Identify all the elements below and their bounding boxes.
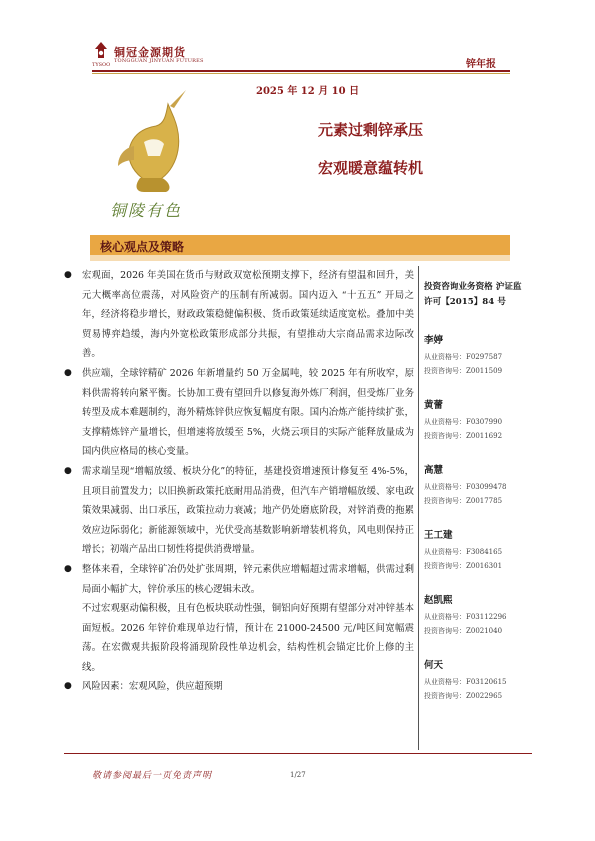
overall-continuation: 不过宏观驱动偏积极，且有色板块联动性强，铜铝向好预期有望部分对冲锌基本面短板。2026 年锌价难现单边行情，预计在 21000-24500 元/吨区间宽幅震荡。在宏微观共振阶段将涌现阶段性单边机会，结构性机会锚定比价上修的主线。 — [82, 603, 414, 673]
bullet-dot-icon: ● — [64, 270, 72, 280]
report-title-line1: 元素过剩锌承压 — [318, 121, 424, 139]
analyst-card — [424, 527, 524, 573]
qualification-text: 投资咨询业务资格 沪证监许可【2015】84 号 — [424, 282, 522, 307]
calligraphy-brand: 铜陵有色 — [110, 201, 183, 220]
consult-number: 投资咨询号：Z0011692 — [424, 432, 503, 440]
bullet-dot-icon: ● — [64, 367, 72, 378]
bullet-text: 需求端呈现“增幅放缓、板块分化”的特征，基建投资增速预计修复至 4%-5%，且项目前置发力；以旧换新政策托底耐用品消费，但汽车产销增幅放缓、家电政策效果减弱、出口承压，政策拉动力衰减；地产仍处磨底阶段，对锌消费的拖累效应边际弱化；新能源领域中，光伏受高基数影响新增装机将负，风电则保持正增长；初端产品出口韧性将提供消费增量。 — [82, 465, 414, 556]
company-logo-icon — [92, 41, 110, 61]
bullet-risk — [64, 677, 414, 697]
consult-number: 投资咨询号：Z0017785 — [424, 497, 503, 505]
analyst-card — [424, 462, 524, 508]
analyst-card — [424, 332, 524, 378]
practice-number: 从业资格号：F03112296 — [424, 613, 507, 621]
company-name-cn: 铜冠金源期货 — [114, 46, 186, 59]
analyst-card — [424, 592, 524, 638]
report-title-line2: 宏观暖意蕴转机 — [318, 159, 424, 177]
analyst-sidebar — [424, 280, 524, 722]
bullet-macro — [64, 266, 414, 364]
company-name-en: TONGGUAN JINYUAN FUTURES — [114, 58, 204, 64]
bullet-dot-icon: ● — [64, 563, 72, 574]
bullet-supply — [64, 364, 414, 462]
core-views-body — [64, 266, 414, 697]
practice-number: 从业资格号：F0307990 — [424, 418, 503, 426]
analyst-card — [424, 657, 524, 703]
bullet-dot-icon: ● — [64, 681, 72, 692]
bullet-dot-icon: ● — [64, 465, 72, 476]
practice-number: 从业资格号：F03099478 — [424, 483, 507, 491]
header-divider — [92, 70, 510, 72]
footer-divider — [64, 753, 532, 754]
consult-number: 投资咨询号：Z0011509 — [424, 367, 503, 375]
analyst-name: 王工建 — [424, 530, 453, 541]
report-type: 锌年报 — [466, 59, 496, 70]
practice-number: 从业资格号：F03120615 — [424, 678, 507, 686]
bullet-overall — [64, 560, 414, 599]
column-divider — [418, 266, 419, 750]
bullet-text: 风险因素：宏观风险，供应超预期 — [82, 681, 223, 693]
consult-number: 投资咨询号：Z0016301 — [424, 562, 503, 570]
section-header-shadow — [90, 255, 510, 261]
analyst-name: 李婷 — [424, 335, 444, 346]
practice-number: 从业资格号：F3084165 — [424, 548, 503, 556]
analyst-card — [424, 397, 524, 443]
bronze-helmet-icon — [104, 86, 204, 196]
section-title: 核心观点及策略 — [100, 240, 185, 254]
bullet-demand — [64, 462, 414, 560]
report-date: 2025 年 12 月 10 日 — [256, 86, 360, 97]
practice-number: 从业资格号：F0297587 — [424, 353, 503, 361]
company-name-short: TYSOO — [92, 62, 111, 68]
consult-number: 投资咨询号：Z0021040 — [424, 627, 503, 635]
analyst-name: 黄蕾 — [424, 400, 444, 411]
analyst-name: 高慧 — [424, 465, 444, 476]
bullet-text: 供应端，全球锌精矿 2026 年新增量约 50 万金属吨，较 2025 年有所收窄，原料供需将转向紧平衡。长协加工费有望回升以修复海外炼厂利润，但受炼厂业务转型及成本难题制约，海外精炼锌供应恢复幅度有限。国内冶炼产能持续扩张，支撑精炼锌产量增长，但增速将放缓至 5%，火烧云项目的实际产能释放量成为国内供应格局的核心变量。 — [82, 367, 414, 458]
analyst-name: 赵凯熙 — [424, 595, 453, 606]
bullet-text: 宏观面，2026 年美国在货币与财政双宽松预期支撑下，经济有望温和回升，美元大概率高位震荡，对风险资产的压制有所减弱。国内迈入 “十五五” 开局之年，经济将稳步增长，财政政策稳健偏积极、货币政策延续适度宽松。叠加中美贸易博弈趋缓，海内外宽松政策形成部分共振，有望推动大宗商品需求边际改善。 — [82, 270, 414, 360]
disclaimer-link[interactable]: 敬请参阅最后一页免责声明 — [92, 771, 213, 781]
bullet-text: 整体来看，全球锌矿冶仍处扩张周期，锌元素供应增幅超过需求增幅，供需过剩局面小幅扩大，锌价承压的核心逻辑未改。 — [82, 563, 414, 595]
header-divider-accent — [92, 73, 510, 74]
analyst-name: 何天 — [424, 660, 444, 671]
page-number: 1/27 — [290, 771, 306, 779]
consult-number: 投资咨询号：Z0022965 — [424, 692, 503, 700]
